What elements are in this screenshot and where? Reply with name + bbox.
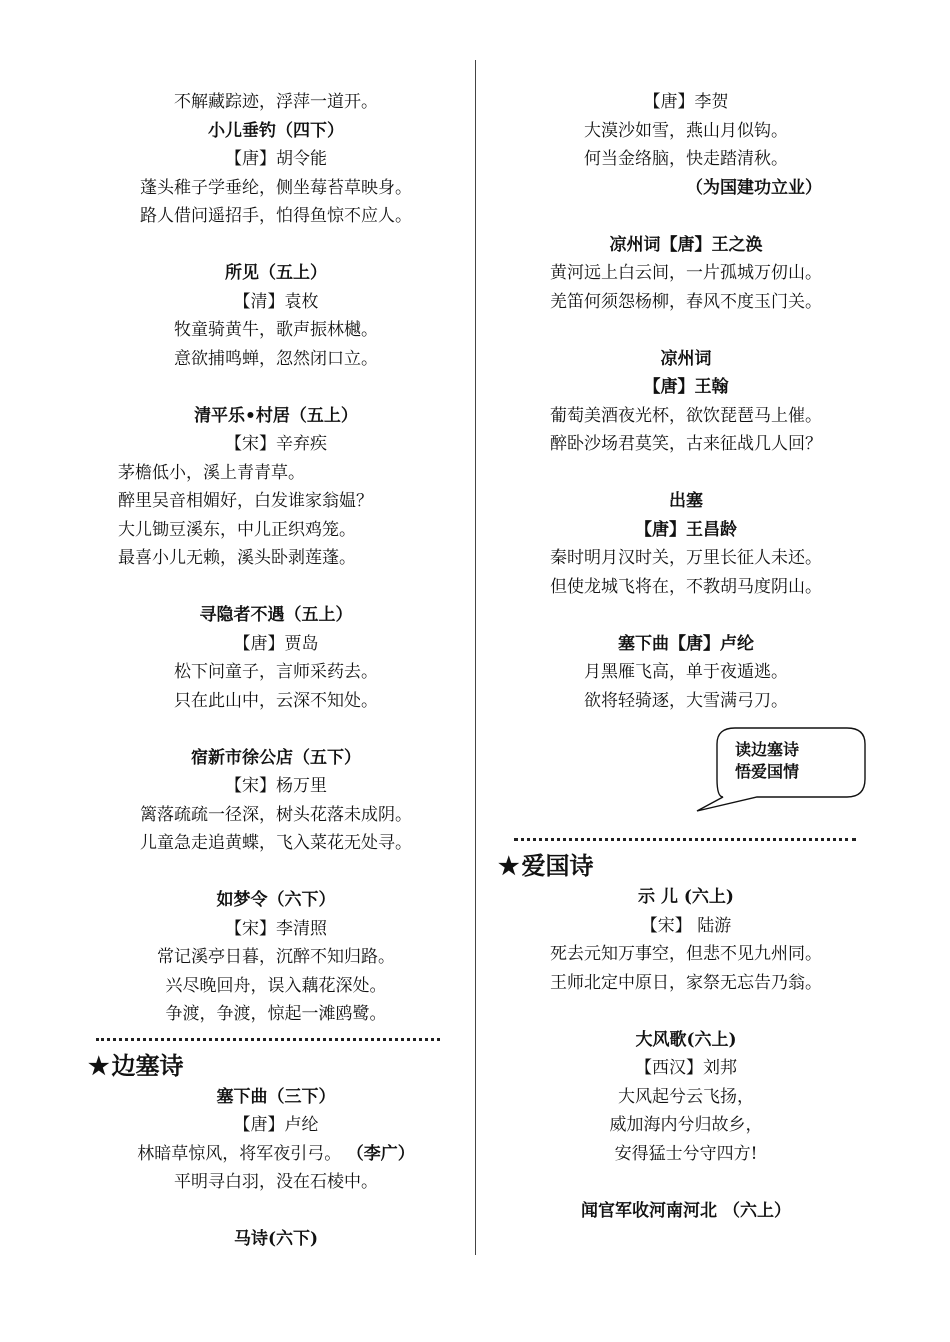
poem-title: 寻隐者不遇（五上） xyxy=(199,605,353,625)
poem-line: 【清】袁枚 xyxy=(233,291,319,312)
poem-line: 威加海内兮归故乡， xyxy=(609,1115,763,1135)
poem-title: 如梦令（六下） xyxy=(216,890,336,910)
poem-title: 闻官军收河南河北 （六上） xyxy=(581,1200,791,1221)
poem-line: 【西汉】刘邦 xyxy=(635,1058,737,1078)
poem-line: 只在此山中，云深不知处。 xyxy=(174,690,378,711)
poem-line: 【唐】贾岛 xyxy=(233,633,319,654)
poem-title: 所见（五上） xyxy=(225,263,327,283)
poem-line: 路人借问遥招手，怕得鱼惊不应人。 xyxy=(140,206,412,226)
poem-remark: （为国建功立业） xyxy=(686,177,822,198)
spacer xyxy=(88,1197,464,1226)
right-column xyxy=(498,88,874,1225)
poem-line: 葡萄美酒夜光杯，欲饮琵琶马上催。 xyxy=(550,405,822,426)
left-column xyxy=(88,88,464,1254)
spacer xyxy=(498,997,874,1026)
poem-line: 【宋】李清照 xyxy=(225,918,327,939)
poem-line: 【宋】辛弃疾 xyxy=(225,434,327,454)
star-icon: ★ xyxy=(88,1050,110,1080)
poem-title: 【唐】王翰 xyxy=(643,377,729,397)
dotted-separator xyxy=(88,1029,464,1049)
poem-line: 何当金络脑，快走踏清秋。 xyxy=(584,149,788,169)
spacer xyxy=(88,573,464,602)
spacer xyxy=(88,373,464,402)
speech-bubble-callout xyxy=(695,727,867,813)
poem-line: 平明寻白羽，没在石棱中。 xyxy=(174,1172,378,1192)
poem-line: 篱落疏疏一径深，树头花落未成阴。 xyxy=(140,804,412,825)
poem-line: 王师北定中原日，家祭无忘告乃翁。 xyxy=(550,972,822,993)
poem-line: 【唐】卢纶 xyxy=(233,1115,319,1135)
poem-note: （李广） xyxy=(355,1143,415,1164)
poem-title: 马诗(六下) xyxy=(233,1229,319,1249)
poem-line: 意欲捕鸣蝉，忽然闭口立。 xyxy=(174,348,378,369)
poem-line: 月黑雁飞高，单于夜遁逃。 xyxy=(584,662,788,682)
poem-title: 塞下曲【唐】卢纶 xyxy=(618,633,754,654)
poem-title: 小儿垂钓（四下） xyxy=(208,120,344,141)
dotted-separator xyxy=(498,829,874,849)
poem-line: 醉里吴音相媚好，白发谁家翁媪？ xyxy=(118,491,373,511)
callout-line-1: 读边塞诗 xyxy=(735,740,800,759)
poem-title: 【唐】王昌龄 xyxy=(635,519,737,540)
poem-line: 最喜小儿无赖，溪头卧剥莲蓬。 xyxy=(118,548,356,568)
poem-line: 松下问童子，言师采药去。 xyxy=(174,662,378,682)
star-icon: ★ xyxy=(498,851,520,880)
poem-line: 醉卧沙场君莫笑，古来征战几人回？ xyxy=(550,434,822,454)
poem-line: 牧童骑黄牛，歌声振林樾。 xyxy=(174,320,378,340)
poem-line: 蓬头稚子学垂纶，侧坐莓苔草映身。 xyxy=(140,177,412,198)
callout-text xyxy=(735,739,799,783)
poem-line: 大漠沙如雪，燕山月似钩。 xyxy=(584,120,788,141)
section-heading xyxy=(88,1049,464,1083)
poem-line: 争渡，争渡，惊起一滩鸥鹭。 xyxy=(165,1004,387,1024)
poem-title: 出塞 xyxy=(669,491,703,511)
poem-line: 安得猛士兮守四方! xyxy=(614,1143,758,1164)
poem-line: 【宋】杨万里 xyxy=(225,776,327,796)
poem-title: 宿新市徐公店（五下） xyxy=(191,747,361,768)
section-heading xyxy=(498,849,874,883)
poem-title: 塞下曲（三下） xyxy=(216,1086,336,1107)
poem-title: 凉州词 xyxy=(660,348,712,369)
poem-line: 茅檐低小，溪上青青草。 xyxy=(118,462,305,483)
poem-line: 儿童急走追黄蝶，飞入菜花无处寻。 xyxy=(140,833,412,853)
section-heading-text: 爱国诗 xyxy=(521,851,594,880)
poem-line: 死去元知万事空，但悲不见九州同。 xyxy=(550,944,822,964)
spacer xyxy=(498,459,874,488)
column-divider xyxy=(475,60,476,1255)
spacer xyxy=(498,1168,874,1197)
spacer xyxy=(88,858,464,887)
poem-title: 示 儿 (六上) xyxy=(638,887,734,907)
spacer xyxy=(88,231,464,260)
poem-line: 【唐】胡令能 xyxy=(225,149,327,169)
poem-line-with-note xyxy=(88,1140,464,1169)
poem-title: 清平乐•村居（五上） xyxy=(194,405,358,426)
poem-line: 林暗草惊风，将军夜引弓。 xyxy=(137,1143,342,1164)
spacer xyxy=(88,715,464,744)
poem-title: 大风歌(六上) xyxy=(635,1029,737,1050)
poem-line: 兴尽晚回舟，误入藕花深处。 xyxy=(165,975,387,996)
poem-line: 不解藏踪迹，浮萍一道开。 xyxy=(174,92,378,112)
spacer xyxy=(498,601,874,630)
section-heading-text: 边塞诗 xyxy=(111,1050,184,1080)
callout-line-2: 悟爱国情 xyxy=(735,762,800,781)
poem-title: 凉州词【唐】王之涣 xyxy=(609,234,763,255)
poem-line: 羌笛何须怨杨柳，春风不度玉门关。 xyxy=(550,291,822,312)
poem-line: 大风起兮云飞扬， xyxy=(618,1086,754,1107)
spacer xyxy=(498,202,874,231)
spacer xyxy=(498,316,874,345)
poem-line: 常记溪亭日暮，沉醉不知归路。 xyxy=(157,947,395,967)
poem-line: 欲将轻骑逐，大雪满弓刀。 xyxy=(584,690,788,711)
poem-line: 但使龙城飞将在，不教胡马度阴山。 xyxy=(550,576,822,597)
poem-line: 【唐】李贺 xyxy=(643,92,729,112)
poem-line: 黄河远上白云间，一片孤城万仞山。 xyxy=(550,263,822,283)
poem-line: 【宋】 陆游 xyxy=(640,915,732,936)
poem-line: 秦时明月汉时关，万里长征人未还。 xyxy=(550,548,822,568)
poem-line: 大儿锄豆溪东，中儿正织鸡笼。 xyxy=(118,519,356,540)
